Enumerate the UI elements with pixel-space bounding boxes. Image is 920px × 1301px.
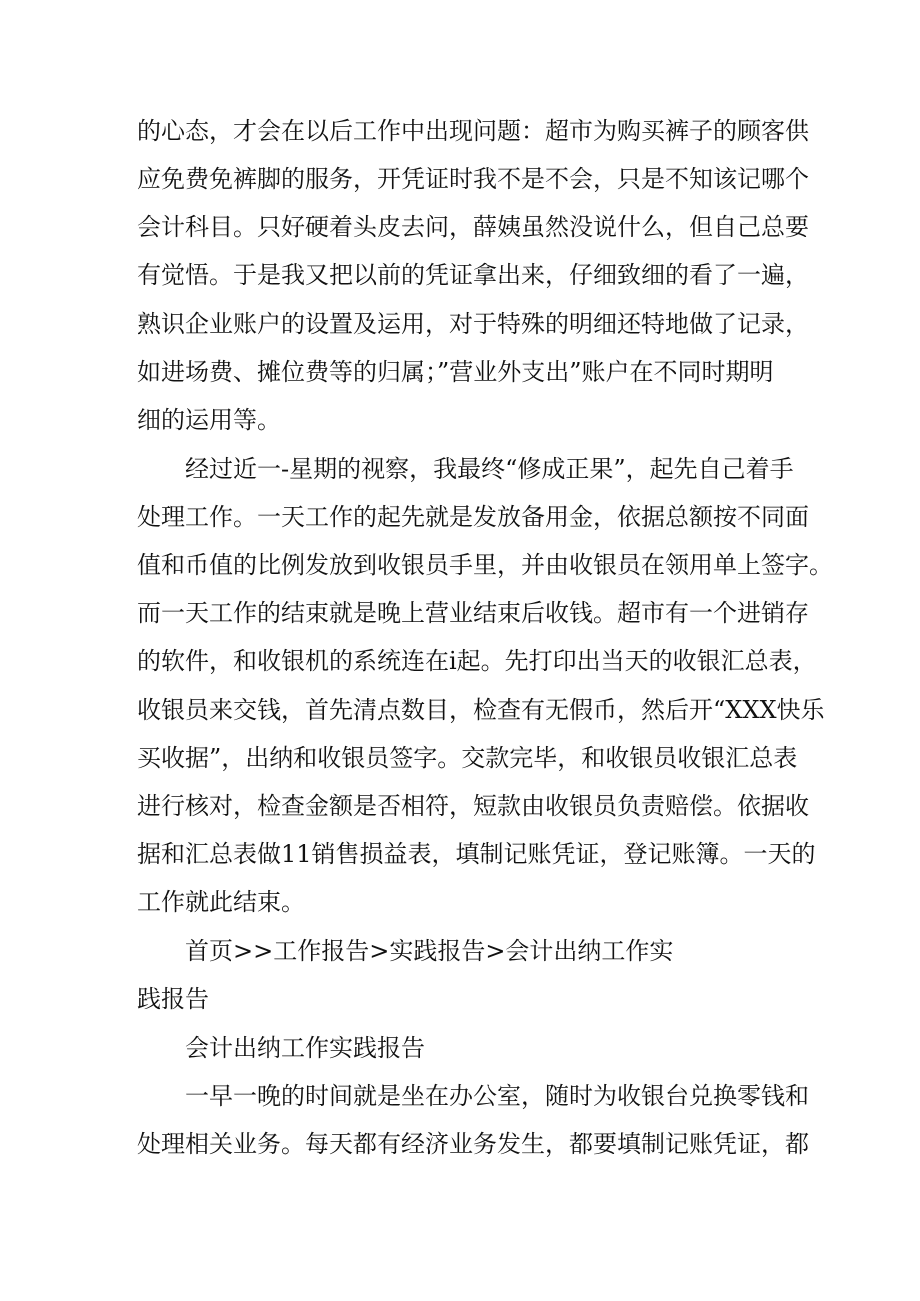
text-line: 会计科目。只好硬着头皮去问，薛姨虽然没说什么，但自己总要 [137, 213, 809, 241]
text-line: 而一天工作的结束就是晚上营业结束后收钱。超市有一个进销存 [137, 599, 809, 627]
text-line: 收银员来交钱，首先清点数目，检查有无假币，然后开“XXX快乐 [137, 696, 825, 724]
text-line: 熟识企业账户的设置及运用，对于特殊的明细还特地做了记录， [137, 310, 809, 338]
text-line: 细的运用等。 [137, 406, 281, 434]
text-line: 处理工作。一天工作的起先就是发放备用金，依据总额按不同面 [137, 503, 809, 531]
text-line: 工作就此结束。 [137, 888, 305, 916]
text-line: 一早一晚的时间就是坐在办公室，随时为收银台兑换零钱和 [185, 1082, 809, 1110]
text-line: 的心态，才会在以后工作中出现问题：超市为购买裤子的顾客供 [137, 117, 809, 145]
breadcrumb: 践报告 [137, 985, 209, 1013]
text-line: 应免费免裤脚的服务，开凭证时我不是不会，只是不知该记哪个 [137, 165, 809, 193]
text-line: 如进场费、摊位费等的归属；”营业外支出”账户在不同时期明 [137, 358, 774, 386]
text-line: 值和币值的比例发放到收银员手里，并由收银员在领用单上签字。 [137, 551, 833, 579]
text-line: 进行核对，检查金额是否相符，短款由收银员负责赔偿。依据收 [137, 792, 809, 820]
text-line: 处理相关业务。每天都有经济业务发生，都要填制记账凭证，都 [137, 1130, 809, 1158]
section-heading: 会计出纳工作实践报告 [185, 1034, 425, 1062]
text-line: 据和汇总表做11销售损益表，填制记账凭证，登记账簿。一天的 [137, 840, 816, 868]
text-line: 的软件，和收银机的系统连在i起。先打印出当天的收银汇总表， [137, 647, 817, 675]
text-line: 买收据”，出纳和收银员签字。交款完毕，和收银员收银汇总表 [137, 744, 798, 772]
breadcrumb: 首页>>工作报告>实践报告>会计出纳工作实 [185, 937, 674, 965]
text-line: 经过近一-星期的视察，我最终“修成正果”，起先自己着手 [185, 455, 794, 483]
text-line: 有觉悟。于是我又把以前的凭证拿出来，仔细致细的看了一遍， [137, 261, 809, 289]
